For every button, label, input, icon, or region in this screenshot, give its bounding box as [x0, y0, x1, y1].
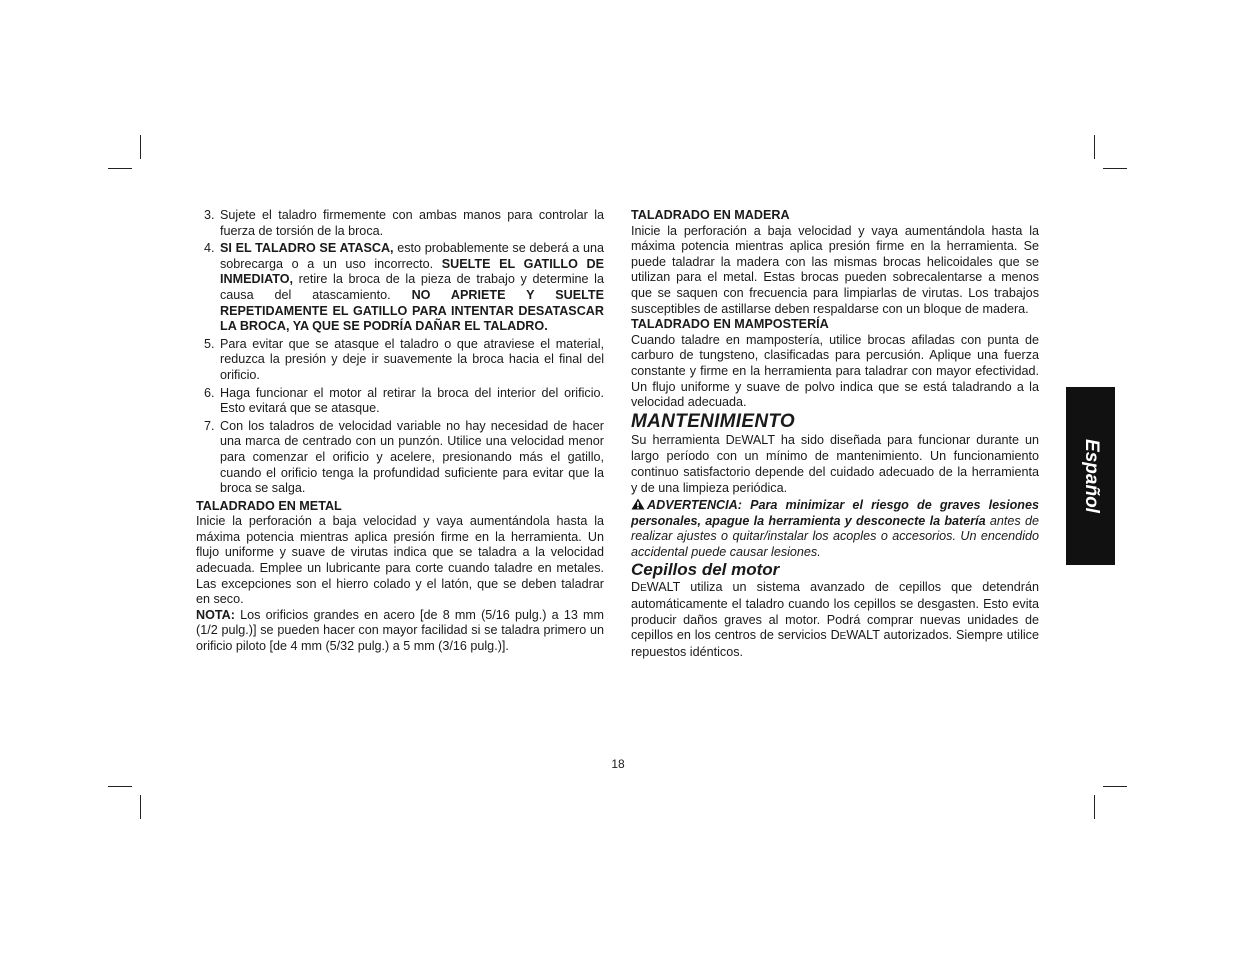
page-number: 18 — [611, 757, 625, 771]
list-item — [196, 241, 604, 335]
brushes-heading: Cepillos del motor — [631, 560, 780, 580]
note-label: NOTA: — [196, 607, 235, 622]
step-text: esto probablemente se deberá a una sobrecarga o a un uso incorrecto. — [220, 241, 604, 271]
maintenance-heading: MANTENIMIENTO — [631, 410, 795, 432]
masonry-heading: TALADRADO EN MAMPOSTERÍA — [631, 317, 829, 332]
list-item — [196, 386, 604, 417]
crop-mark — [108, 168, 132, 169]
step-bold-text: SI EL TALADRO SE ATASCA, — [220, 241, 394, 256]
warning-italic-text: antes de realizar ajustes o quitar/instalar los acoples o accesorios. Un encendido accidental puede causar lesiones. — [631, 513, 1039, 559]
crop-mark — [108, 786, 132, 787]
step-number: 5. — [204, 336, 215, 351]
masonry-paragraph: Cuando taladre en mampostería, utilice brocas afiladas con punta de carburo de tungsteno, clasificadas para percusión. Aplique una fuerza constante y firme en la herramienta para taladrar con mayor efectividad. Un flujo uniforme y suave de polvo indica que se está taladrando a la velocidad adecuada. — [631, 332, 1039, 410]
step-number: 6. — [204, 385, 215, 400]
maintenance-text: Su herramienta D — [631, 432, 735, 447]
step-text: retire la broca de la pieza de trabajo y determine la causa del atascamiento. — [220, 272, 604, 302]
step-bold-text: SUELTE EL GATILLO DE INMEDIATO, — [220, 256, 604, 287]
language-side-tab — [1066, 387, 1115, 565]
step-bold-text: NO APRIETE Y SUELTE REPETIDAMENTE EL GATILLO PARA INTENTAR DESATASCAR LA BROCA, YA QUE SE PODRÍA DAÑAR EL TALADRO. — [220, 287, 604, 334]
maintenance-text: WALT ha sido diseñada para funcionar durante un largo período con un mínimo de mantenimiento. Un funcionamiento continuo satisfactorio depende del cuidado adecuado de la herramienta y de una limpieza periódica. — [631, 432, 1039, 495]
crop-mark — [1103, 168, 1127, 169]
step-number: 3. — [204, 208, 215, 222]
crop-mark — [140, 795, 141, 819]
list-item — [196, 419, 604, 497]
brand-small-cap: E — [839, 631, 847, 643]
note-text: Los orificios grandes en acero [de 8 mm (5/16 pulg.) a 13 mm (1/2 pulg.)] se pueden hacer con mayor facilidad si se taladra primero un orificio piloto [de 4 mm (5/32 pulg.) a 5 mm (3/16 pulg.)]. — [196, 607, 604, 654]
brushes-text: D — [631, 580, 641, 595]
list-item — [196, 337, 604, 384]
step-number: 4. — [204, 241, 215, 256]
brushes-text: WALT autorizados. Siempre utilice repuestos idénticos. — [631, 628, 1039, 659]
crop-mark — [140, 135, 141, 159]
step-number: 7. — [204, 418, 215, 433]
left-column — [196, 208, 604, 655]
crop-mark — [1094, 135, 1095, 159]
crop-mark — [1094, 795, 1095, 819]
brand-small-cap: E — [640, 583, 647, 595]
wood-heading: TALADRADO EN MADERA — [631, 208, 790, 222]
language-tab-label: Español — [1080, 439, 1102, 513]
wood-paragraph: Inicie la perforación a baja velocidad y vaya aumentándola hasta la máxima potencia mientras aplica presión firme en la herramienta. Se puede taladrar la madera con las mismas brocas helicoidales que se utilizan para el metal. Estas brocas pueden sobrecalentarse a menos que se saquen con frecuencia para limpiarlas de virutas. Los trabajos susceptibles de astillarse deben respaldarse con un bloque de madera. — [631, 223, 1039, 316]
steps-list — [196, 208, 604, 497]
warning-triangle-icon — [631, 498, 645, 510]
list-item — [196, 208, 604, 239]
step-text: Para evitar que se atasque el taladro o que atraviese el material, reduzca la presión y deje ir suavemente la broca hacia el final del orificio. — [220, 336, 604, 382]
step-text: Haga funcionar el motor al retirar la broca del interior del orificio. Esto evitará que se atasque. — [220, 385, 604, 416]
step-text: Con los taladros de velocidad variable no hay necesidad de hacer una marca de centrado con un punzón. Utilice una velocidad menor para comenzar el orificio y acelere, presionando más el gatillo, cuando el orificio tenga la profundidad suficiente para evitar que la broca se salga. — [220, 418, 604, 496]
brushes-paragraph — [631, 580, 1039, 660]
metal-heading: TALADRADO EN METAL — [196, 498, 342, 513]
warning-bold-text: ADVERTENCIA: Para minimizar el riesgo de graves lesiones personales, apague la herramienta y desconecte la batería — [631, 498, 1039, 528]
brushes-text: WALT utiliza un sistema avanzado de cepillos que detendrán automáticamente el taladro cuando los cepillos se desgasten. Esto evita producir daños graves al motor. Podrá comprar nuevas unidades de cepillos en los centros de servicios D — [631, 580, 1039, 643]
right-column — [631, 208, 1039, 660]
note-paragraph — [196, 608, 604, 655]
warning-paragraph — [631, 498, 1039, 560]
metal-paragraph: Inicie la perforación a baja velocidad y vaya aumentándola hasta la máxima potencia mientras aplica presión firme en la herramienta. Un flujo uniforme y suave de virutas indica que se taladra a la velocidad adecuada. Emplee un lubricante para corte cuando taladre en metales. Las excepciones son el hierro colado y el latón, que se deben taladrar en seco. — [196, 514, 604, 607]
brand-small-cap: E — [734, 435, 742, 447]
maintenance-paragraph — [631, 433, 1039, 496]
crop-mark — [1103, 786, 1127, 787]
step-text: Sujete el taladro firmemente con ambas manos para controlar la fuerza de torsión de la broca. — [220, 208, 604, 238]
